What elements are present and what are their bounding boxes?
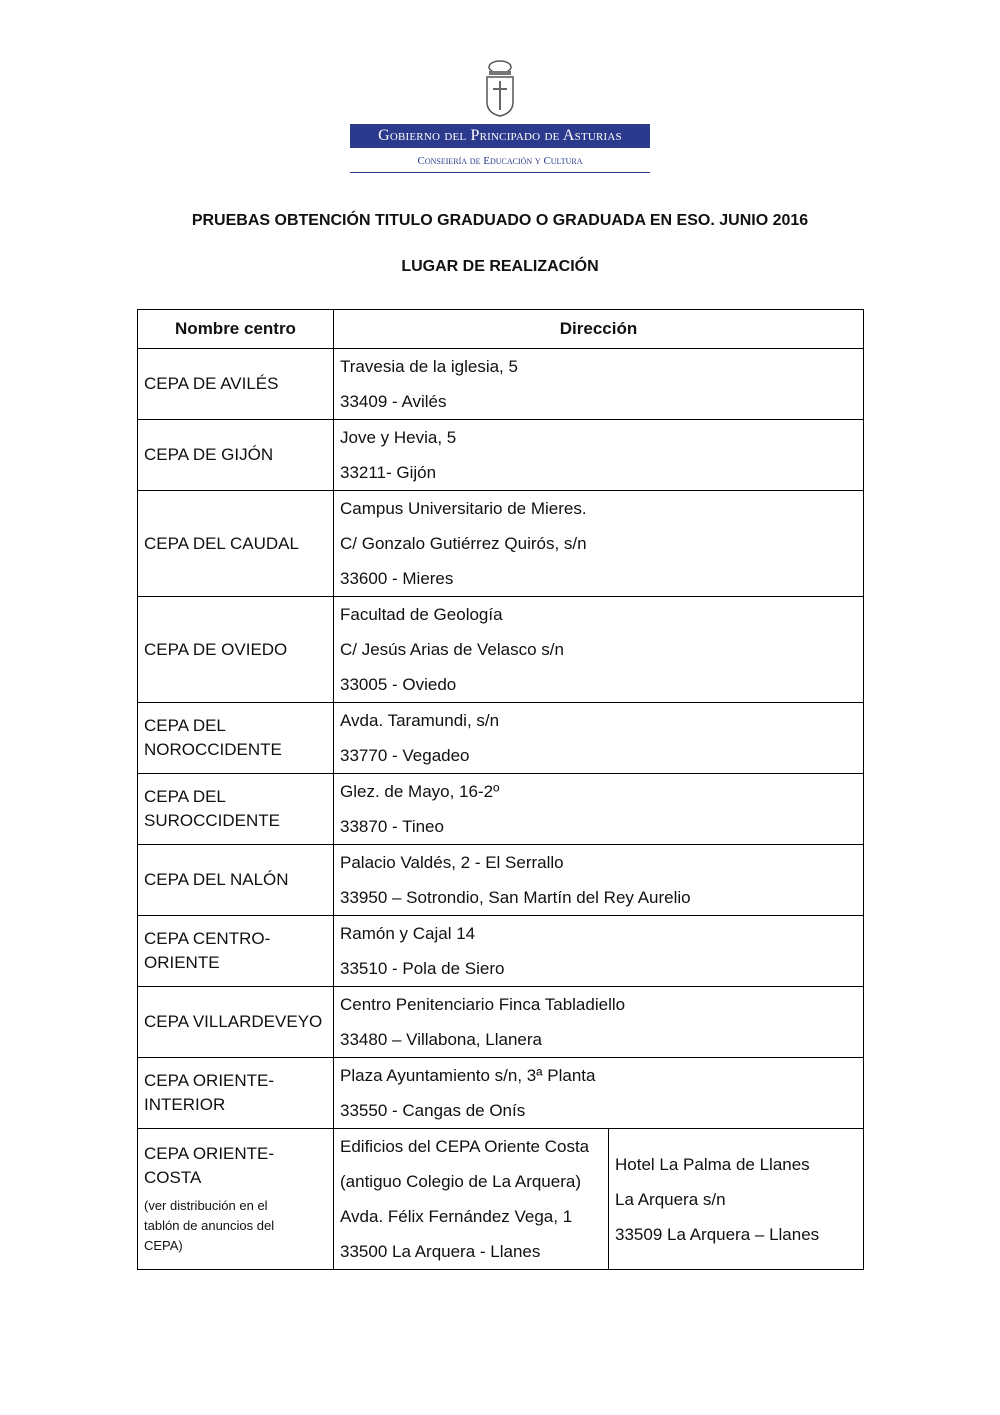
table-row — [138, 1058, 864, 1129]
center-name: CEPA DEL NALÓN — [144, 870, 289, 889]
address-cell — [334, 597, 864, 703]
note-line: tablón de anuncios del — [144, 1218, 275, 1233]
address-line: Edificios del CEPA Oriente Costa — [340, 1137, 590, 1156]
address-cell-alt — [609, 1129, 864, 1270]
table-row — [138, 845, 864, 916]
center-name: NOROCCIDENTE — [144, 740, 282, 759]
center-name: SUROCCIDENTE — [144, 811, 281, 830]
center-name: CEPA DE OVIEDO — [144, 639, 288, 659]
center-name-cell — [138, 491, 334, 597]
table-row — [138, 420, 864, 491]
center-name-cell — [138, 597, 334, 703]
address-cell — [334, 987, 864, 1058]
table-row — [138, 1129, 864, 1270]
address-line: 33005 - Oviedo — [340, 675, 457, 694]
address-line: Glez. de Mayo, 16-2º — [340, 782, 500, 801]
address-line: Palacio Valdés, 2 - El Serrallo — [340, 853, 564, 872]
address-cell — [334, 1129, 609, 1270]
table-row — [138, 987, 864, 1058]
crest-icon — [480, 58, 520, 118]
address-cell — [334, 420, 864, 491]
center-name-cell — [138, 1129, 334, 1270]
address-line: C/ Gonzalo Gutiérrez Quirós, s/n — [340, 534, 587, 553]
address-line: 33211- Gijón — [340, 463, 437, 482]
center-name-cell — [138, 703, 334, 774]
center-name: CEPA VILLARDEVEYO — [144, 1012, 323, 1031]
address-line: 33409 - Avilés — [340, 392, 447, 411]
center-name: ORIENTE — [144, 953, 220, 972]
note-line: (ver distribución en el — [144, 1198, 268, 1213]
address-line: 33870 - Tineo — [340, 817, 444, 836]
center-name: CEPA CENTRO- — [144, 929, 271, 948]
address-line: Ramón y Cajal 14 — [340, 924, 476, 943]
address-line: 33770 - Vegadeo — [340, 746, 470, 765]
address-line: 33500 La Arquera - Llanes — [340, 1242, 541, 1261]
center-name: CEPA ORIENTE-COSTA — [144, 1144, 275, 1187]
address-line: La Arquera s/n — [615, 1189, 726, 1209]
center-name: CEPA DE AVILÉS — [144, 374, 279, 393]
table-row — [138, 703, 864, 774]
center-name-cell — [138, 845, 334, 916]
address-line: 33950 – Sotrondio, San Martín del Rey Aurelio — [340, 888, 691, 907]
address-line: 33509 La Arquera – Llanes — [615, 1224, 820, 1244]
center-name: CEPA DEL — [144, 787, 226, 806]
government-logo — [350, 58, 650, 178]
table-row — [138, 597, 864, 703]
address-line: 33550 - Cangas de Onís — [340, 1101, 526, 1120]
address-line: C/ Jesús Arias de Velasco s/n — [340, 640, 564, 659]
address-line: Travesia de la iglesia, 5 — [340, 357, 518, 376]
address-cell — [334, 491, 864, 597]
table-row — [138, 349, 864, 420]
center-name-cell — [138, 987, 334, 1058]
center-name: CEPA ORIENTE- — [144, 1071, 275, 1090]
address-cell — [334, 703, 864, 774]
address-line: Facultad de Geología — [340, 605, 503, 624]
table-row — [138, 774, 864, 845]
page-title: PRUEBAS OBTENCIÓN TITULO GRADUADO O GRADUADA EN ESO. JUNIO 2016 — [191, 212, 809, 229]
center-name: INTERIOR — [144, 1095, 226, 1114]
column-header-name: Nombre centro — [138, 310, 334, 349]
address-line: Plaza Ayuntamiento s/n, 3ª Planta — [340, 1066, 596, 1085]
center-name-cell — [138, 420, 334, 491]
address-cell — [334, 774, 864, 845]
department-name: Conseiería de Educación y Cultura — [350, 150, 650, 173]
center-note — [144, 1196, 327, 1256]
address-line: 33480 – Villabona, Llanera — [340, 1030, 542, 1049]
government-banner: Gobierno del Principado de Asturias — [350, 124, 650, 148]
address-cell — [334, 1058, 864, 1129]
center-name-cell — [138, 1058, 334, 1129]
address-line: Hotel La Palma de Llanes — [615, 1154, 810, 1174]
center-name: CEPA DEL — [144, 716, 226, 735]
column-header-address: Dirección — [334, 310, 864, 349]
address-line: Jove y Hevia, 5 — [340, 428, 457, 447]
address-line: Campus Universitario de Mieres. — [340, 499, 587, 518]
address-cell — [334, 916, 864, 987]
address-line: (antiguo Colegio de La Arquera) — [340, 1172, 581, 1191]
address-cell — [334, 845, 864, 916]
address-line: Centro Penitenciario Finca Tabladiello — [340, 995, 626, 1014]
address-line: Avda. Félix Fernández Vega, 1 — [340, 1207, 573, 1226]
center-name: CEPA DEL CAUDAL — [144, 533, 299, 553]
address-line: Avda. Taramundi, s/n — [340, 711, 500, 730]
center-name-cell — [138, 349, 334, 420]
note-line: CEPA) — [144, 1238, 183, 1253]
center-name-cell — [138, 916, 334, 987]
address-cell — [334, 349, 864, 420]
table-header-row — [138, 310, 864, 349]
center-name: CEPA DE GIJÓN — [144, 445, 274, 464]
address-line: 33510 - Pola de Siero — [340, 959, 505, 978]
address-line: 33600 - Mieres — [340, 569, 454, 588]
page-subtitle: LUGAR DE REALIZACIÓN — [401, 258, 599, 275]
table-row — [138, 491, 864, 597]
venues-table — [137, 309, 864, 1270]
center-name-cell — [138, 774, 334, 845]
table-row — [138, 916, 864, 987]
